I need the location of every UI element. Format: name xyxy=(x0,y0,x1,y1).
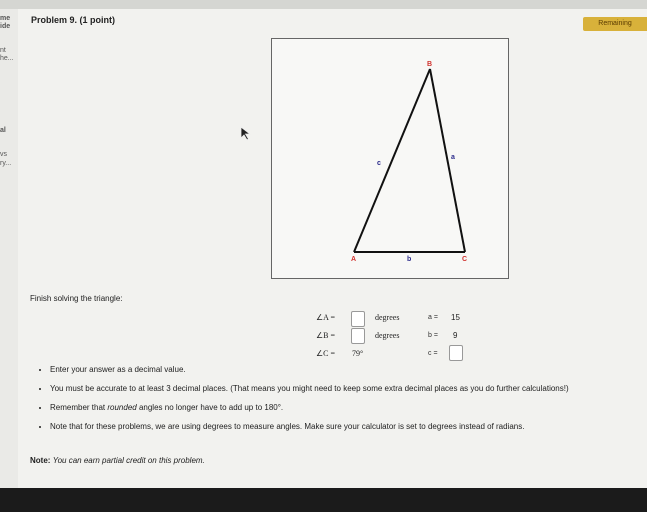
vertex-a-label: A xyxy=(351,256,357,263)
side-c-line xyxy=(354,69,430,252)
instruction-item: • Enter your answer as a decimal value. xyxy=(50,365,647,374)
side-c-label: c xyxy=(377,160,381,167)
side-a-row-label: a = xyxy=(428,314,438,321)
triangle-diagram xyxy=(272,39,508,278)
vertex-b-label: B xyxy=(427,61,433,68)
angle-a-unit: degrees xyxy=(375,313,400,322)
remaining-badge: Remaining xyxy=(583,17,647,31)
side-b-label: b xyxy=(407,256,412,263)
triangle-figure xyxy=(271,38,509,279)
side-b-value: 9 xyxy=(453,331,458,340)
side-a-label: a xyxy=(451,154,455,161)
top-bar xyxy=(0,0,647,9)
problem-title: Problem 9. (1 point) xyxy=(31,15,116,25)
side-b-row-label: b = xyxy=(428,332,438,339)
angle-a-input[interactable] xyxy=(351,311,365,327)
angle-b-label: ∠B = xyxy=(316,331,336,340)
sidebar-link[interactable]: ry... xyxy=(0,160,12,167)
note-text: You can earn partial credit on this problem. xyxy=(52,456,205,465)
instructions-list xyxy=(32,365,647,441)
side-a-line xyxy=(430,69,465,252)
problem-panel xyxy=(18,9,647,488)
angle-c-value: 79° xyxy=(352,349,364,358)
side-c-input[interactable] xyxy=(449,345,463,361)
angle-b-input[interactable] xyxy=(351,328,365,344)
mouse-cursor-icon xyxy=(240,126,252,142)
sidebar-link[interactable]: vs xyxy=(0,151,7,158)
sidebar-text: al xyxy=(0,127,6,134)
partial-credit-note xyxy=(30,456,205,465)
instruction-item: • Remember that rounded angles no longer have to add up to 180°. xyxy=(50,403,647,412)
prompt-text: Finish solving the triangle: xyxy=(30,294,123,303)
angle-c-label: ∠C = xyxy=(316,349,336,358)
vertex-c-label: C xyxy=(462,256,468,263)
note-label: Note: xyxy=(30,456,51,465)
sidebar-link[interactable]: he... xyxy=(0,55,14,62)
sidebar-text: me xyxy=(0,15,11,22)
sidebar-text: ide xyxy=(0,23,11,30)
instruction-item: • You must be accurate to at least 3 decimal places. (That means you might need to keep some extra decimal places as you do further calculations!) xyxy=(50,384,647,393)
angle-b-unit: degrees xyxy=(375,331,400,340)
screen-bezel xyxy=(0,488,647,512)
sidebar-link[interactable]: nt xyxy=(0,47,6,54)
side-a-value: 15 xyxy=(451,313,460,322)
instruction-item: • Note that for these problems, we are using degrees to measure angles. Make sure your calculator is set to degrees instead of radians. xyxy=(50,422,647,431)
sidebar xyxy=(0,9,19,488)
angle-a-label: ∠A = xyxy=(316,313,336,322)
side-c-row-label: c = xyxy=(428,350,438,357)
